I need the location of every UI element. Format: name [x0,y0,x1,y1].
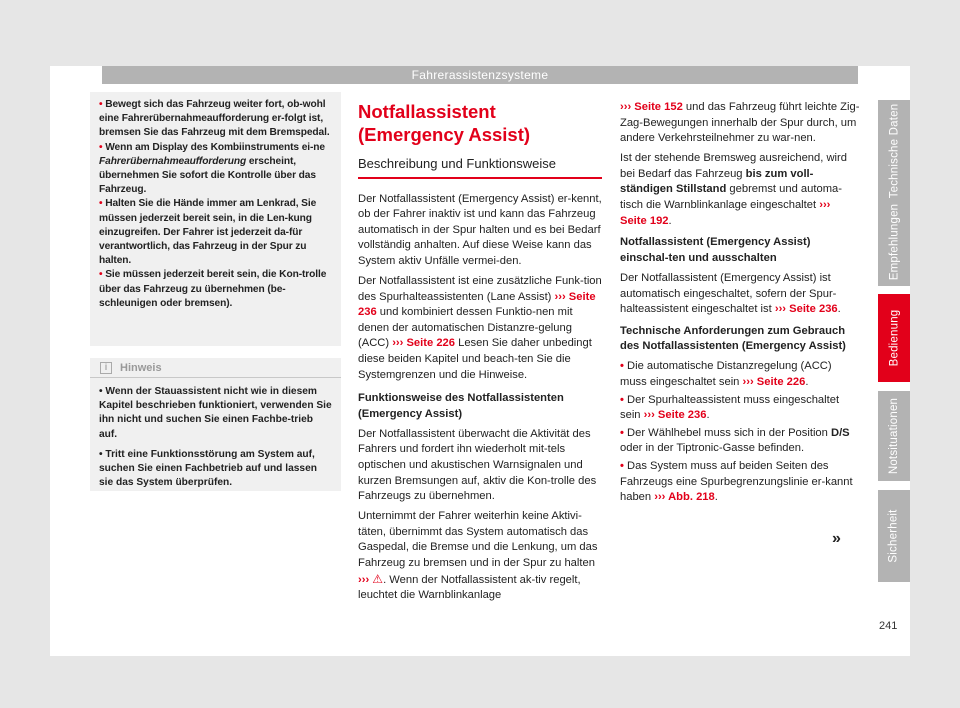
paragraph: Der Notfallassistent (Emergency Assist) er-kennt, ob der Fahrer inaktiv ist und kann das Fahrzeug automatisch in der Spur halten und es bei Bedarf vollständig anhalten. Auf diese Weise kann das System aktiv Unfälle vermei-den. [358,192,602,267]
note-header [90,358,341,378]
note-box [90,358,341,491]
page-link[interactable]: ››› Seite 236 [643,409,707,422]
warning-item: • Wenn am Display des Kombiinstruments ei-ne Fahrerübernahmeaufforderung erscheint, übernehmen Sie sofort die Kontrolle über das Fahrzeug. [99,141,325,196]
note-item: • Wenn der Stauassistent nicht wie in diesem Kapitel beschrieben funktioniert, verwenden Sie ihn nicht und suchen Sie einen Fachbe-trieb auf. [99,386,332,440]
title-rule [358,177,602,179]
subheading: Technische Anforderungen zum Gebrauch des Notfallassistenten (Emergency Assist) [620,324,846,353]
warning-box [90,92,341,346]
tab-notsituationen[interactable]: Notsituationen [878,391,910,481]
figure-link[interactable]: ››› Abb. 218 [654,491,715,504]
continue-arrow-icon: » [832,530,841,547]
list-item: • Das System muss auf beiden Seiten des Fahrzeugs eine Spurbegrenzungslinie er-kannt haben ››› Abb. 218. [620,459,853,504]
list-item: • Die automatische Distanzregelung (ACC) muss eingeschaltet sein ››› Seite 226. [620,360,832,388]
page-link[interactable]: ››› Seite 236 [358,290,596,319]
note-title: Hinweis [120,361,162,374]
middle-column [358,100,602,608]
chapter-header: Fahrerassistenzsysteme [102,66,858,84]
note-item: • Tritt eine Funktionsstörung am System auf, suchen Sie einen Fachbetrieb auf und lassen sie das System überprüfen. [99,448,317,489]
tab-sicherheit[interactable]: Sicherheit [878,490,910,582]
list-item: • Der Wählhebel muss sich in der Position D/S oder in der Tiptronic-Gasse befinden. [620,426,850,455]
paragraph: Der Notfallassistent überwacht die Aktivität des Fahrers und fordert ihn wiederholt mit-tels optischen und akustischen Warnsignalen und kurzen Bremsungen auf, aktiv die Kon-trolle des Fahrzeugs zu übernehmen. [358,427,597,503]
paragraph: Der Notfallassistent ist eine zusätzliche Funk-tion des Spurhalteassistenten (Lane Assist) ››› Seite 236 und kombiniert dessen Funktio-nen mit denen der automatischen Distanzre-gelung (ACC) ››› Seite 226 Lesen Sie daher unbedingt diese beiden Kapitel und beach-ten Sie die Systemgrenzen und die Hinweise. [358,274,602,381]
page-number: 241 [879,620,898,632]
paragraph: Der Notfallassistent (Emergency Assist) ist automatisch eingeschaltet, sofern der Spur-halteassistent eingeschaltet ist ››› Seite 236. [620,271,841,316]
tab-technische-daten[interactable]: Technische Daten [878,100,910,202]
tab-empfehlungen[interactable]: Empfehlungen [878,198,910,286]
paragraph: ››› Seite 152 und das Fahrzeug führt leichte Zig-Zag-Bewegungen innerhalb der Spur durch, um andere Verkehrsteilnehmer zu war-nen. [620,101,860,145]
tab-bedienung[interactable]: Bedienung [878,294,910,382]
info-icon: i [100,362,112,374]
paragraph: Unternimmt der Fahrer weiterhin keine Aktivi-täten, übernimmt das System automatisch das Gaspedal, die Bremse und die Lenkung, um das Fahrzeug zu bremsen und in der Spur zu halten ››› ⚠. Wenn der Notfallassistent ak-tiv regelt, leuchtet die Warnblinkanlage [358,510,598,602]
section-title: Notfallassistent (Emergency Assist) [358,101,531,145]
page-link[interactable]: ››› Seite 226 [742,376,806,388]
subheading: Funktionsweise des Notfallassistenten (Emergency Assist) [358,392,564,420]
page-link[interactable]: ››› Seite 192 [620,199,831,227]
page-link[interactable]: ››› Seite 236 [774,303,838,316]
paragraph: Ist der stehende Bremsweg ausreichend, wird bei Bedarf das Fahrzeug bis zum voll-ständigen Stillstand gebremst und automa-tisch die Warnblinkanlage eingeschaltet ››› Seite 192. [620,152,847,227]
right-column [620,100,860,510]
warning-item: • Halten Sie die Hände immer am Lenkrad, Sie müssen jederzeit bereit sein, in die Len-kung einzugreifen. Der Fahrer ist jederzeit da-für verantwortlich, das Fahrzeug in der Spur zu halten. [99,198,317,267]
warning-item: • Sie müssen jederzeit bereit sein, die Kon-trolle über das Fahrzeug zu übernehmen (be-schleunigen oder bremsen). [99,269,327,309]
page-link[interactable]: ››› Seite 152 [620,101,683,113]
list-item: • Der Spurhalteassistent muss eingeschaltet sein ››› Seite 236. [620,393,840,422]
warning-triangle-icon: ⚠ [372,571,384,586]
warning-item: • Bewegt sich das Fahrzeug weiter fort, ob-wohl eine Fahrerübernahmeaufforderung er-folgt ist, bremsen Sie das Fahrzeug mit dem Bremspedal. [99,99,330,139]
subheading: Notfallassistent (Emergency Assist) einschal-ten und ausschalten [620,236,811,264]
page-link[interactable]: ››› Seite 226 [392,337,455,350]
section-subtitle: Beschreibung und Funktionsweise [358,156,557,171]
